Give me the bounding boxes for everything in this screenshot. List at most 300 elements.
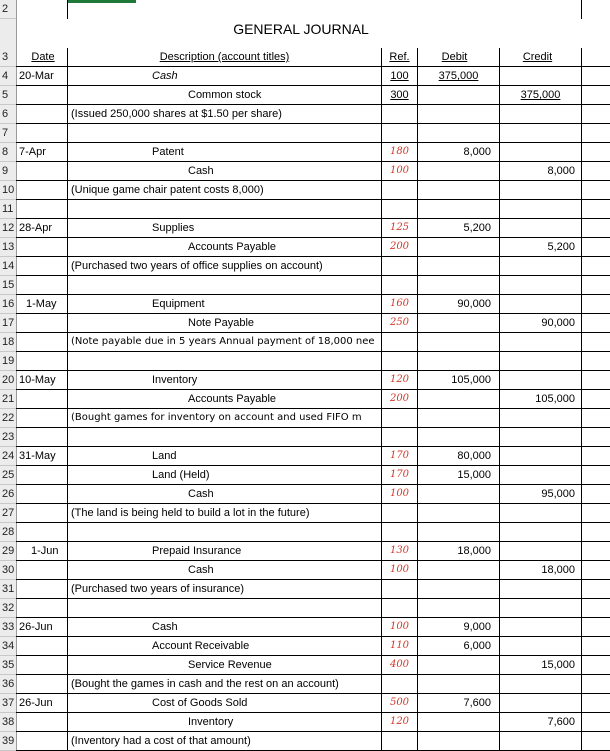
posting-ref[interactable]: 200 [382,390,418,409]
description-cell[interactable] [68,200,382,219]
extra-cell[interactable] [582,656,610,675]
extra-cell[interactable] [582,675,610,694]
date-cell[interactable] [16,390,68,409]
posting-ref[interactable]: 300 [382,86,418,105]
credit-cell[interactable] [500,352,582,371]
debit-cell[interactable] [418,523,500,542]
ref-cell[interactable] [382,409,418,428]
journal-row [0,713,610,732]
debit-account[interactable]: Cost of Goods Sold [68,694,382,713]
explanation-note[interactable]: (Issued 250,000 shares at $1.50 per share) [68,105,382,124]
date-cell[interactable]: 1-May [16,295,68,314]
journal-row [0,181,610,200]
debit-account[interactable]: Prepaid Insurance [68,542,382,561]
credit-account[interactable]: Accounts Payable [68,238,382,257]
credit-amount[interactable] [500,637,582,656]
debit-amount[interactable] [418,314,500,333]
date-cell[interactable] [16,86,68,105]
explanation-note[interactable]: (Unique game chair patent costs 8,000) [68,181,382,200]
posting-ref[interactable]: 500 [382,694,418,713]
ref-header[interactable]: Ref. [382,48,418,67]
journal-row [0,561,610,580]
posting-ref[interactable]: 100 [382,485,418,504]
debit-amount[interactable]: 8,000 [418,143,500,162]
row-number[interactable]: 10 [0,181,16,200]
ref-cell[interactable] [382,181,418,200]
journal-row [0,295,610,314]
date-cell[interactable] [16,580,68,599]
row-number[interactable]: 26 [0,485,16,504]
extra-cell[interactable] [582,580,610,599]
row-number[interactable]: 39 [0,732,16,751]
journal-row [0,105,610,124]
debit-cell[interactable] [418,428,500,447]
posting-ref[interactable]: 400 [382,656,418,675]
credit-account[interactable]: Cash [68,162,382,181]
row-number[interactable]: 16 [0,295,16,314]
posting-ref[interactable]: 100 [382,67,418,86]
date-cell[interactable]: 20-Mar [16,67,68,86]
credit-amount[interactable] [500,447,582,466]
ref-cell[interactable] [382,105,418,124]
credit-cell[interactable] [500,333,582,352]
date-cell[interactable] [16,276,68,295]
debit-amount[interactable] [418,86,500,105]
journal-row [0,675,610,694]
posting-ref[interactable]: 180 [382,143,418,162]
journal-row [0,86,610,105]
date-cell[interactable]: 28-Apr [16,219,68,238]
row-number[interactable]: 19 [0,352,16,371]
extra-cell[interactable] [582,295,610,314]
description-cell[interactable] [68,124,382,143]
extra-cell[interactable] [582,276,610,295]
row-number[interactable]: 13 [0,238,16,257]
posting-ref[interactable]: 170 [382,447,418,466]
date-cell[interactable] [16,124,68,143]
row-number[interactable]: 7 [0,124,16,143]
ref-cell[interactable] [382,580,418,599]
journal-row [0,542,610,561]
row-number[interactable]: 35 [0,656,16,675]
row-number[interactable]: 34 [0,637,16,656]
row-number[interactable]: 30 [0,561,16,580]
journal-row [0,124,610,143]
credit-cell[interactable] [500,504,582,523]
credit-amount[interactable] [500,371,582,390]
row-number[interactable]: 25 [0,466,16,485]
extra-cell[interactable] [582,352,610,371]
debit-cell[interactable] [418,580,500,599]
debit-cell[interactable] [418,504,500,523]
extra-cell[interactable] [582,181,610,200]
extra-cell[interactable] [582,371,610,390]
extra-cell[interactable] [582,257,610,276]
date-cell[interactable]: 26-Jun [16,694,68,713]
debit-account[interactable]: Patent [68,143,382,162]
extra-cell[interactable] [582,542,610,561]
extra-cell[interactable] [582,390,610,409]
row-number[interactable]: 14 [0,257,16,276]
row-number[interactable]: 3 [0,48,16,67]
explanation-note[interactable]: (Purchased two years of office supplies on account) [68,257,382,276]
date-cell[interactable] [16,162,68,181]
credit-account[interactable]: Note Payable [68,314,382,333]
date-cell[interactable]: 26-Jun [16,618,68,637]
credit-cell[interactable] [500,257,582,276]
debit-account[interactable]: Cash [68,618,382,637]
extra-cell[interactable] [582,713,610,732]
journal-row [0,409,610,428]
explanation-note[interactable]: (The land is being held to build a lot in the future) [68,504,382,523]
debit-cell[interactable] [418,675,500,694]
date-cell[interactable] [16,200,68,219]
explanation-note[interactable]: (Bought the games in cash and the rest on an account) [68,675,382,694]
row-number[interactable]: 6 [0,105,16,124]
credit-cell[interactable] [500,181,582,200]
date-cell[interactable] [16,333,68,352]
debit-cell[interactable] [418,257,500,276]
extra-cell[interactable] [582,409,610,428]
ref-cell[interactable] [382,276,418,295]
date-cell[interactable]: 1-Jun [16,542,68,561]
date-cell[interactable] [16,732,68,751]
credit-account[interactable]: Accounts Payable [68,390,382,409]
journal-row [0,276,610,295]
description-cell[interactable] [68,276,382,295]
credit-cell[interactable] [500,599,582,618]
debit-account[interactable]: Land [68,447,382,466]
explanation-note[interactable]: (Purchased two years of insurance) [68,580,382,599]
journal-row [0,390,610,409]
credit-amount[interactable] [500,618,582,637]
debit-amount[interactable]: 5,200 [418,219,500,238]
posting-ref[interactable]: 100 [382,162,418,181]
posting-ref[interactable]: 125 [382,219,418,238]
row-number[interactable]: 22 [0,409,16,428]
extra-cell[interactable] [582,637,610,656]
ref-cell[interactable] [382,599,418,618]
row-number[interactable]: 17 [0,314,16,333]
credit-amount[interactable] [500,466,582,485]
credit-account[interactable]: Service Revenue [68,656,382,675]
description-cell[interactable] [68,523,382,542]
debit-amount[interactable]: 80,000 [418,447,500,466]
date-cell[interactable] [16,675,68,694]
ref-cell[interactable] [382,333,418,352]
extra-cell[interactable] [582,48,610,67]
debit-account[interactable]: Equipment [68,295,382,314]
ref-cell[interactable] [382,257,418,276]
date-cell[interactable] [16,713,68,732]
journal-row [0,257,610,276]
credit-amount[interactable]: 7,600 [500,713,582,732]
credit-account[interactable]: Inventory [68,713,382,732]
credit-amount[interactable] [500,542,582,561]
journal-row [0,694,610,713]
debit-amount[interactable]: 9,000 [418,618,500,637]
extra-cell[interactable] [582,523,610,542]
row-number[interactable]: 28 [0,523,16,542]
posting-ref[interactable]: 120 [382,713,418,732]
debit-cell[interactable] [418,599,500,618]
journal-row [0,580,610,599]
explanation-note[interactable]: (Inventory had a cost of that amount) [68,732,382,751]
row-number[interactable]: 37 [0,694,16,713]
debit-amount[interactable]: 105,000 [418,371,500,390]
credit-amount[interactable]: 105,000 [500,390,582,409]
debit-account[interactable]: Account Receivable [68,637,382,656]
cell[interactable] [500,0,582,19]
extra-cell[interactable] [582,67,610,86]
extra-cell[interactable] [582,504,610,523]
credit-header[interactable]: Credit [500,48,582,67]
debit-amount[interactable] [418,390,500,409]
date-cell[interactable] [16,599,68,618]
debit-account[interactable]: Supplies [68,219,382,238]
journal-row [0,523,610,542]
debit-account[interactable]: Inventory [68,371,382,390]
extra-cell[interactable] [582,143,610,162]
journal-row [0,333,610,352]
date-cell[interactable] [16,105,68,124]
credit-amount[interactable] [500,295,582,314]
extra-cell[interactable] [582,105,610,124]
ref-cell[interactable] [382,523,418,542]
journal-row [0,618,610,637]
posting-ref[interactable]: 250 [382,314,418,333]
debit-cell[interactable] [418,276,500,295]
credit-cell[interactable] [500,732,582,751]
credit-amount[interactable]: 90,000 [500,314,582,333]
date-cell[interactable] [16,257,68,276]
explanation-note[interactable]: (Bought games for inventory on account and used FIFO m [68,409,382,428]
row-number[interactable]: 18 [0,333,16,352]
debit-cell[interactable] [418,181,500,200]
date-cell[interactable] [16,314,68,333]
debit-cell[interactable] [418,105,500,124]
debit-cell[interactable] [418,352,500,371]
journal-title: GENERAL JOURNAL [233,21,369,37]
date-cell[interactable]: 7-Apr [16,143,68,162]
date-cell[interactable] [16,238,68,257]
posting-ref[interactable]: 110 [382,637,418,656]
row-number[interactable]: 11 [0,200,16,219]
description-cell[interactable] [68,599,382,618]
debit-amount[interactable]: 7,600 [418,694,500,713]
debit-amount[interactable] [418,561,500,580]
extra-cell[interactable] [582,238,610,257]
debit-account[interactable]: Land (Held) [68,466,382,485]
date-cell[interactable] [16,523,68,542]
extra-cell[interactable] [582,428,610,447]
credit-amount[interactable] [500,694,582,713]
row-number[interactable]: 20 [0,371,16,390]
posting-ref[interactable]: 200 [382,238,418,257]
description-cell[interactable] [68,428,382,447]
date-cell[interactable] [16,428,68,447]
debit-amount[interactable] [418,238,500,257]
date-cell[interactable] [16,656,68,675]
credit-cell[interactable] [500,580,582,599]
credit-account[interactable]: Cash [68,485,382,504]
journal-row [0,656,610,675]
journal-row [0,162,610,181]
journal-row [0,352,610,371]
credit-amount[interactable] [500,67,582,86]
debit-amount[interactable]: 18,000 [418,542,500,561]
ref-cell[interactable] [382,428,418,447]
credit-amount[interactable]: 15,000 [500,656,582,675]
debit-amount[interactable] [418,713,500,732]
date-header[interactable]: Date [16,48,68,67]
journal-row [0,219,610,238]
row-number[interactable]: 21 [0,390,16,409]
row-number[interactable]: 12 [0,219,16,238]
journal-row [0,200,610,219]
date-cell[interactable] [16,504,68,523]
row-number[interactable]: 36 [0,675,16,694]
journal-row [0,466,610,485]
date-cell[interactable] [16,409,68,428]
debit-cell[interactable] [418,333,500,352]
extra-cell[interactable] [582,485,610,504]
journal-row [0,732,610,751]
explanation-note[interactable]: (Note payable due in 5 years Annual payment of 18,000 nee [68,333,382,352]
row-number[interactable]: 5 [0,86,16,105]
date-cell[interactable] [16,466,68,485]
credit-amount[interactable] [500,143,582,162]
extra-cell[interactable] [582,314,610,333]
credit-cell[interactable] [500,523,582,542]
debit-amount[interactable]: 15,000 [418,466,500,485]
row-number[interactable]: 38 [0,713,16,732]
row-number[interactable]: 23 [0,428,16,447]
credit-amount[interactable]: 375,000 [500,86,582,105]
date-cell[interactable] [16,181,68,200]
row-number[interactable]: 9 [0,162,16,181]
cell[interactable] [68,0,382,19]
date-cell[interactable] [16,637,68,656]
credit-amount[interactable]: 18,000 [500,561,582,580]
journal-row [0,485,610,504]
posting-ref[interactable]: 130 [382,542,418,561]
posting-ref[interactable]: 160 [382,295,418,314]
extra-cell[interactable] [582,561,610,580]
date-cell[interactable]: 10-May [16,371,68,390]
credit-cell[interactable] [500,675,582,694]
credit-cell[interactable] [500,200,582,219]
credit-cell[interactable] [500,409,582,428]
description-cell[interactable] [68,352,382,371]
credit-account[interactable]: Common stock [68,86,382,105]
row-number[interactable]: 27 [0,504,16,523]
ref-cell[interactable] [382,200,418,219]
debit-cell[interactable] [418,200,500,219]
debit-amount[interactable]: 375,000 [418,67,500,86]
date-cell[interactable] [16,352,68,371]
credit-amount[interactable] [500,219,582,238]
row-number[interactable]: 33 [0,618,16,637]
posting-ref[interactable]: 100 [382,561,418,580]
credit-cell[interactable] [500,105,582,124]
row-number[interactable]: 4 [0,67,16,86]
extra-cell[interactable] [582,694,610,713]
debit-amount[interactable] [418,485,500,504]
journal-row [0,143,610,162]
description-header[interactable]: Description (account titles) [68,48,382,67]
extra-cell[interactable] [582,333,610,352]
extra-cell[interactable] [582,219,610,238]
journal-row [0,238,610,257]
debit-account[interactable]: Cash [68,67,382,86]
journal-row [0,67,610,86]
credit-amount[interactable]: 5,200 [500,238,582,257]
debit-amount[interactable] [418,162,500,181]
credit-cell[interactable] [500,276,582,295]
ref-cell[interactable] [382,124,418,143]
cell[interactable] [382,0,418,19]
ref-cell[interactable] [382,732,418,751]
extra-cell[interactable] [582,86,610,105]
ref-cell[interactable] [382,504,418,523]
cell[interactable] [16,0,68,19]
journal-row [0,637,610,656]
ref-cell[interactable] [382,675,418,694]
row-number[interactable]: 8 [0,143,16,162]
extra-cell[interactable] [582,618,610,637]
posting-ref[interactable]: 100 [382,618,418,637]
debit-header[interactable]: Debit [418,48,500,67]
row-number[interactable]: 24 [0,447,16,466]
credit-cell[interactable] [500,124,582,143]
row-number[interactable]: 32 [0,599,16,618]
credit-account[interactable]: Cash [68,561,382,580]
date-cell[interactable] [16,485,68,504]
credit-cell[interactable] [500,428,582,447]
row-number[interactable]: 29 [0,542,16,561]
journal-row [0,599,610,618]
extra-cell[interactable] [582,466,610,485]
extra-cell[interactable] [582,447,610,466]
cell[interactable] [418,0,500,19]
row-number[interactable]: 31 [0,580,16,599]
extra-cell[interactable] [582,124,610,143]
ref-cell[interactable] [382,352,418,371]
extra-cell[interactable] [582,732,610,751]
extra-cell[interactable] [582,599,610,618]
debit-cell[interactable] [418,124,500,143]
date-cell[interactable]: 31-May [16,447,68,466]
debit-amount[interactable] [418,656,500,675]
extra-cell[interactable] [582,162,610,181]
journal-row [0,371,610,390]
row-number[interactable]: 2 [0,0,16,19]
debit-cell[interactable] [418,732,500,751]
posting-ref[interactable]: 120 [382,371,418,390]
date-cell[interactable] [16,561,68,580]
credit-amount[interactable]: 95,000 [500,485,582,504]
posting-ref[interactable]: 170 [382,466,418,485]
debit-amount[interactable]: 6,000 [418,637,500,656]
debit-cell[interactable] [418,409,500,428]
debit-amount[interactable]: 90,000 [418,295,500,314]
extra-cell[interactable] [582,200,610,219]
row-number[interactable]: 15 [0,276,16,295]
credit-amount[interactable]: 8,000 [500,162,582,181]
journal-row [0,504,610,523]
journal-row [0,447,610,466]
